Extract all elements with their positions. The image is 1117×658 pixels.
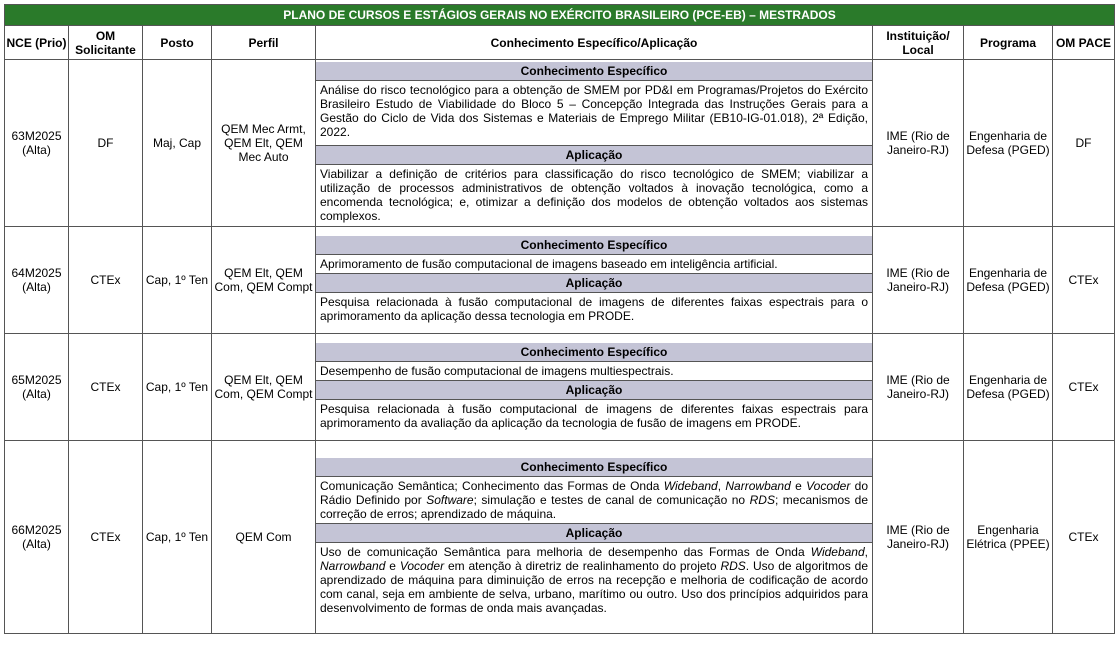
cell-posto: Cap, 1º Ten (143, 441, 212, 634)
cell-om: DF (69, 60, 143, 227)
conhecimento-text: Desempenho de fusão computacional de imagens multiespectrais. (316, 362, 872, 381)
conhecimento-text (316, 477, 872, 524)
text-part-italic: RDS (749, 492, 775, 507)
text-part: em atenção à diretriz de realinhamento do projeto (444, 558, 721, 573)
text-part: . Uso de algoritmos de aprendizado de máquina para diminuição de erros na recepção e melhoria de codificação de acordo com canal, seja em ambiente de selva, urbano, marítimo ou outro. Uso dos princípios adquiridos para desenvolvimento de formas de onda mais avançadas. (320, 558, 869, 615)
cell-nce: 65M2025 (Alta) (5, 334, 69, 441)
text-part-italic: RDS (720, 558, 746, 573)
table-row (5, 227, 1115, 334)
cell-nce: 66M2025 (Alta) (5, 441, 69, 634)
sub-header-conhecimento: Conhecimento Específico (316, 236, 872, 255)
cell-conhecimento (316, 334, 873, 441)
cell-instituicao: IME (Rio de Janeiro-RJ) (873, 227, 964, 334)
table-row (5, 334, 1115, 441)
cell-instituicao: IME (Rio de Janeiro-RJ) (873, 334, 964, 441)
cell-programa: Engenharia de Defesa (PGED) (964, 227, 1053, 334)
text-part-italic: Wideband (810, 544, 865, 559)
text-part-italic: Software (426, 492, 474, 507)
aplicacao-text: Pesquisa relacionada à fusão computacional de imagens de diferentes faixas espectrais para o aprimoramento da aplicação dessa tecnologia em PRODE. (320, 294, 868, 323)
cell-instituicao: IME (Rio de Janeiro-RJ) (873, 60, 964, 227)
sub-header-aplicacao: Aplicação (316, 381, 872, 400)
cell-om-pace: CTEx (1053, 334, 1115, 441)
cell-perfil: QEM Mec Armt, QEM Elt, QEM Mec Auto (212, 60, 316, 227)
text-part-italic: Vocoder (806, 478, 851, 493)
text-part-italic: Narrowband (320, 558, 386, 573)
header-instituicao: Instituição/ Local (873, 26, 964, 60)
table-row (5, 441, 1115, 634)
table-row (5, 60, 1115, 227)
header-nce: NCE (Prio) (5, 26, 69, 60)
header-perfil: Perfil (212, 26, 316, 60)
cell-posto: Cap, 1º Ten (143, 334, 212, 441)
aplicacao-text (316, 543, 872, 617)
cell-om-pace: CTEx (1053, 441, 1115, 634)
cell-om: CTEx (69, 334, 143, 441)
text-part: e (790, 478, 807, 493)
header-conhecimento: Conhecimento Específico/Aplicação (316, 26, 873, 60)
header-programa: Programa (964, 26, 1053, 60)
cell-posto: Maj, Cap (143, 60, 212, 227)
cell-om: CTEx (69, 227, 143, 334)
text-part: Uso de comunicação Semântica para melhoria de desempenho das Formas de Onda (320, 544, 811, 559)
text-part-italic: Vocoder (399, 558, 445, 573)
sub-header-aplicacao: Aplicação (316, 274, 872, 293)
header-posto: Posto (143, 26, 212, 60)
text-part-italic: Wideband (663, 478, 718, 493)
text-part: e (385, 558, 400, 573)
text-part: ; mecanismos de correção de erros; aprendizado de máquina. (320, 492, 868, 521)
cell-conhecimento (316, 227, 873, 334)
text-part: , (864, 544, 868, 559)
cell-programa: Engenharia de Defesa (PGED) (964, 60, 1053, 227)
cell-nce: 63M2025 (Alta) (5, 60, 69, 227)
table-title: PLANO DE CURSOS E ESTÁGIOS GERAIS NO EXÉRCITO BRASILEIRO (PCE-EB) – MESTRADOS (5, 5, 1115, 26)
cell-perfil: QEM Com (212, 441, 316, 634)
sub-header-aplicacao: Aplicação (316, 146, 872, 165)
cell-programa: Engenharia de Defesa (PGED) (964, 334, 1053, 441)
text-part: , (717, 478, 726, 493)
mestrados-table (4, 4, 1115, 634)
aplicacao-text: Pesquisa relacionada à fusão computacional de imagens de diferentes faixas espectrais para aprimoramento da avaliação da aplicação da tecnologia de fusão de imagens em PRODE. (320, 401, 868, 430)
cell-nce: 64M2025 (Alta) (5, 227, 69, 334)
sub-header-conhecimento: Conhecimento Específico (316, 458, 872, 477)
cell-conhecimento (316, 60, 873, 227)
text-part: Comunicação Semântica; Conhecimento das Formas de Onda (320, 478, 664, 493)
cell-perfil: QEM Elt, QEM Com, QEM Compt (212, 227, 316, 334)
cell-posto: Cap, 1º Ten (143, 227, 212, 334)
aplicacao-text: Viabilizar a definição de critérios para classificação do risco tecnológico de SMEM; viabilizar a utilização de processos administrativos de obtenção voltados à inovação tecnológica, como a encomenda tecnológica; e, otimizar a definição dos modelos de obtenção voltados aos sistemas complexos. (320, 166, 868, 223)
text-part: ; simulação e testes de canal de comunicação no (473, 492, 750, 507)
cell-perfil: QEM Elt, QEM Com, QEM Compt (212, 334, 316, 441)
conhecimento-text: Aprimoramento de fusão computacional de imagens baseado em inteligência artificial. (316, 255, 872, 274)
cell-conhecimento (316, 441, 873, 634)
cell-om-pace: DF (1053, 60, 1115, 227)
text-part: do Rádio Definido por (320, 478, 869, 507)
cell-om-pace: CTEx (1053, 227, 1115, 334)
sub-header-conhecimento: Conhecimento Específico (316, 62, 872, 81)
cell-instituicao: IME (Rio de Janeiro-RJ) (873, 441, 964, 634)
cell-programa: Engenharia Elétrica (PPEE) (964, 441, 1053, 634)
header-om-solicitante: OM Solicitante (69, 26, 143, 60)
conhecimento-text: Análise do risco tecnológico para a obtenção de SMEM por PD&I em Programas/Projetos do Exército Brasileiro Estudo de Viabilidade do Bloco 5 – Concepção Integrada das Instruções Gerais para a Gestão do Ciclo de Vida dos Sistemas e Materiais de Emprego Militar (EB10-IG-01.018), 2ª Edição, 2022. (316, 81, 872, 146)
header-om-pace: OM PACE (1053, 26, 1115, 60)
cell-om: CTEx (69, 441, 143, 634)
text-part-italic: Narrowband (725, 478, 791, 493)
sub-header-aplicacao: Aplicação (316, 524, 872, 543)
sub-header-conhecimento: Conhecimento Específico (316, 343, 872, 362)
